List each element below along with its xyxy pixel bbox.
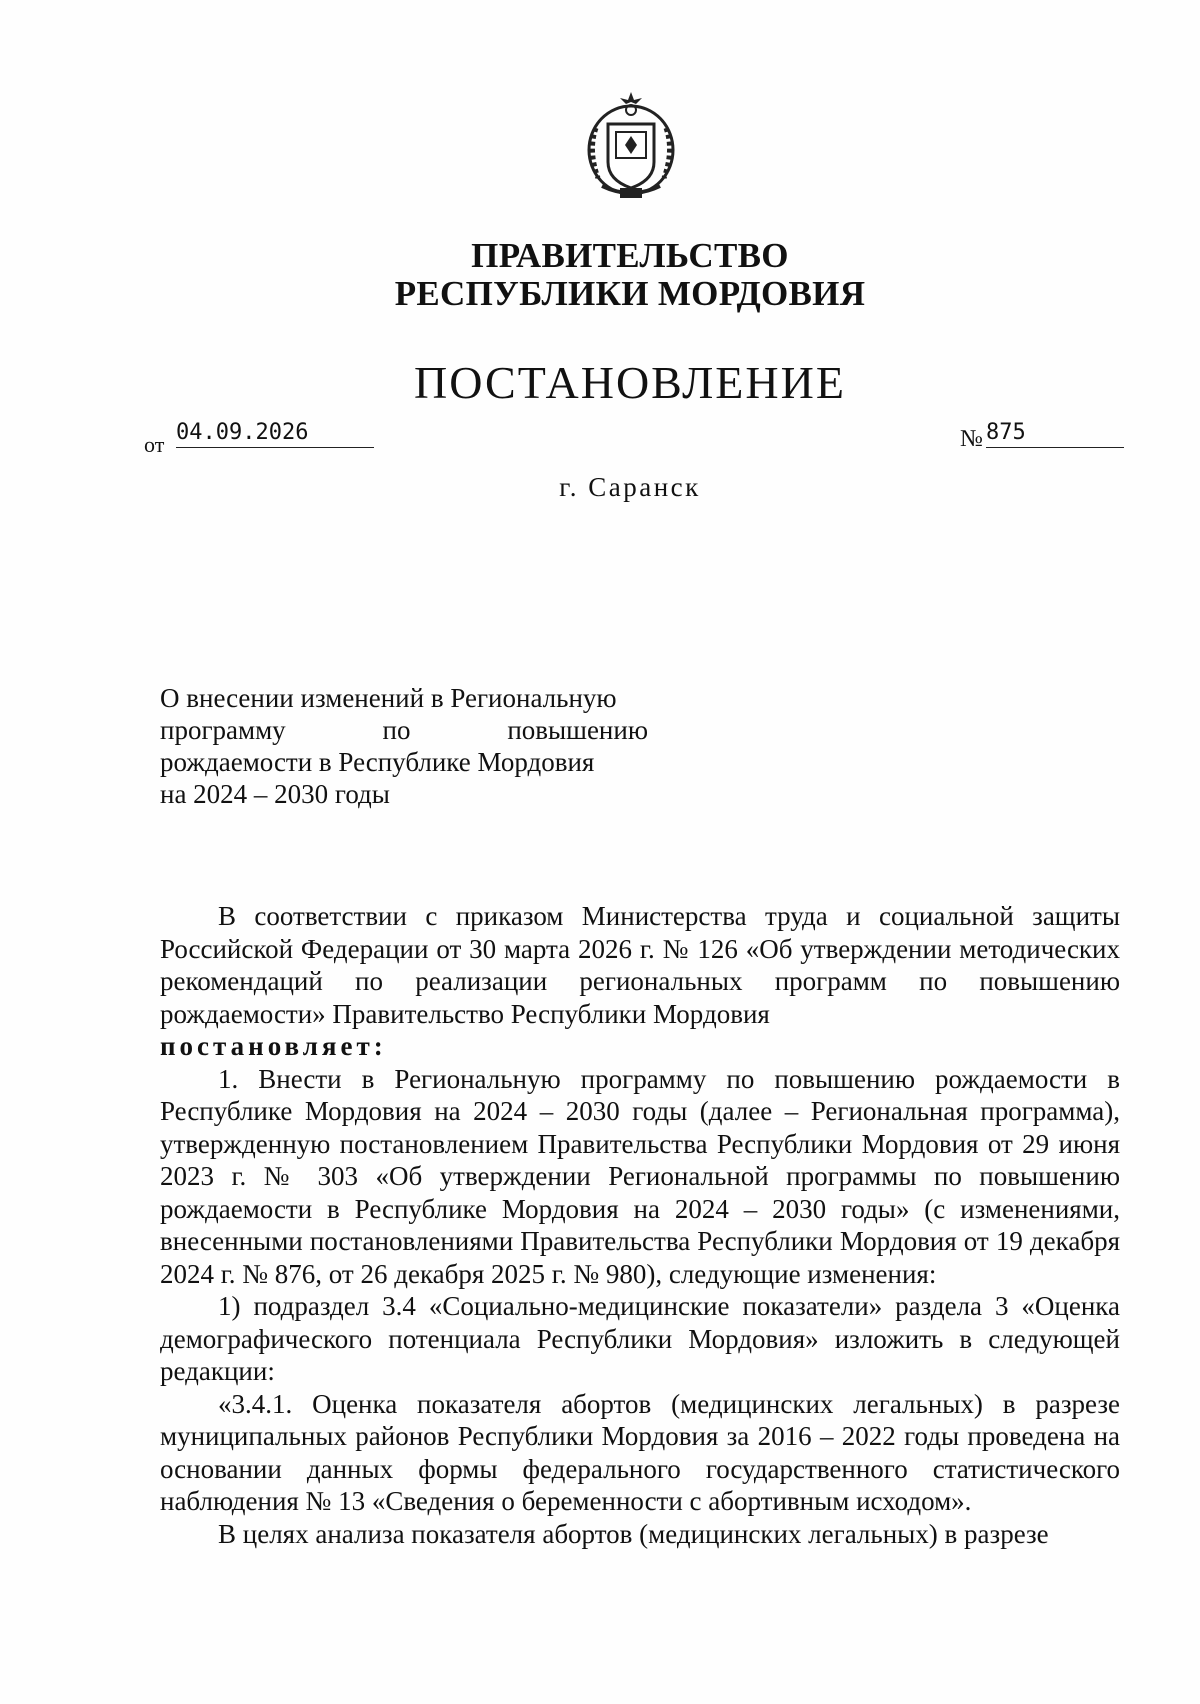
preamble-paragraph [160,900,1120,1030]
organization-name-line1: ПРАВИТЕЛЬСТВО [471,236,789,275]
subject-line-4: на 2024 – 2030 годы [160,779,390,809]
city: г. Саранск [559,472,701,502]
document-number: 875 [986,420,1124,448]
analysis-paragraph: В целях анализа показателя абортов (медицинских легальных) в разрезе [218,1518,1049,1549]
resolves-word: постановляет: [160,1031,387,1061]
coat-of-arms-emblem [576,88,686,208]
document-type-title: ПОСТАНОВЛЕНИЕ [414,357,846,408]
preamble-text: В соответствии с приказом Министерства труда и социальной защиты Российской Федерации от 30 марта 2026 г. № 126 «Об утверждении методических рекомендаций по реализации региональных программ по повышению рождаемости» Правительство Республики Мордовия [160,901,1120,1029]
number-label: № [960,426,983,452]
document-body [160,900,1120,1550]
organization-name-line2: РЕСПУБЛИКИ МОРДОВИЯ [394,274,866,313]
document-subject [160,682,648,810]
item-1-paragraph: 1. Внести в Региональную программу по повышению рождаемости в Республике Мордовия на 2024 – 2030 годы (далее – Региональная программа), утвержденную постановлением Правительства Республики Мордовия от 29 июня 2023 г. № 303 «Об утверждении Региональной программы по повышению рождаемости в Республике Мордовия на 2024 – 2030 годы» (с изменениями, внесенными постановлениями Правительства Республики Мордовия от 19 декабря 2024 г. № 876, от 26 декабря 2025 г. № 980), следующие изменения: [160,1063,1120,1289]
subitem-1-paragraph: 1) подраздел 3.4 «Социально-медицинские показатели» раздела 3 «Оценка демографического потенциала Республики Мордовия» изложить в следующей редакции: [160,1291,1120,1386]
subject-line-3: рождаемости в Республике Мордовия [160,747,595,777]
section-3-4-1-paragraph: «3.4.1. Оценка показателя абортов (медицинских легальных) в разрезе муниципальных районов Республики Мордовия за 2016 – 2022 годы проведена на основании данных формы федерального государственного статистического наблюдения № 13 «Сведения о беременности с абортивным исходом». [160,1388,1120,1516]
subject-line-1: О внесении изменений в Региональную [160,683,617,713]
subject-line-2: программу по повышению [160,715,648,745]
resolves-line [160,1030,1120,1063]
document-date: 04.09.2026 [176,420,374,448]
date-label: от [144,432,165,457]
